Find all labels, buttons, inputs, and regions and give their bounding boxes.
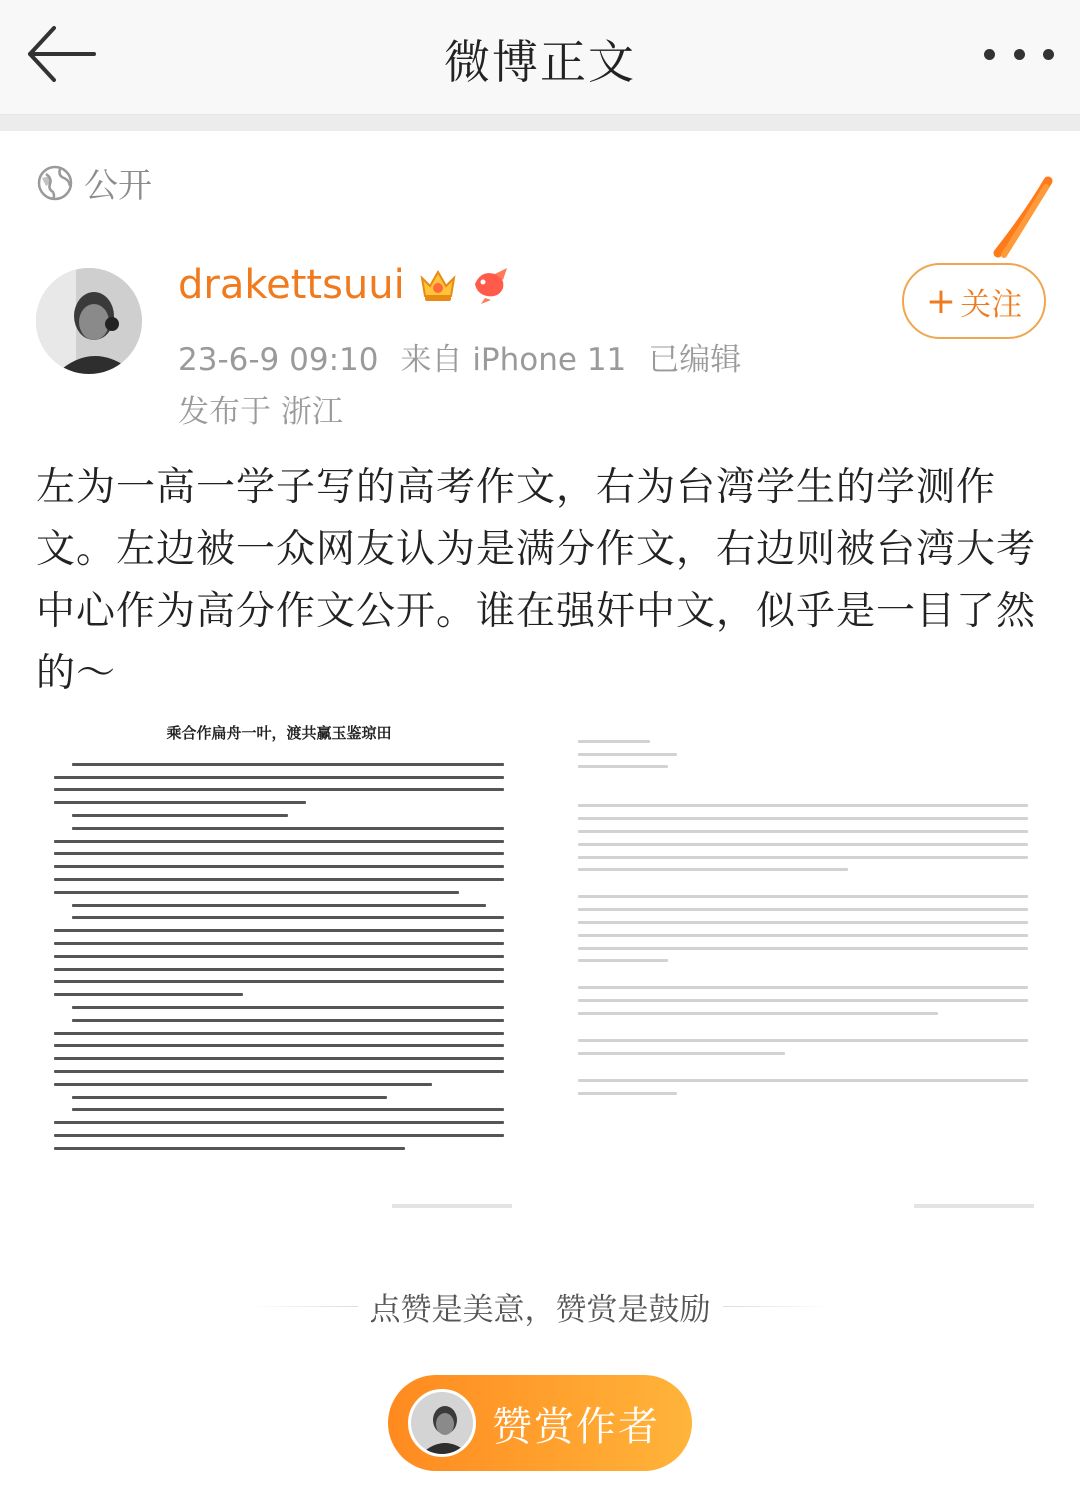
follow-label: 关注 bbox=[960, 286, 1023, 323]
post-date: 23-6-9 09:10 bbox=[178, 342, 379, 378]
vip-crown-icon bbox=[417, 264, 459, 306]
reward-author-avatar bbox=[408, 1389, 476, 1457]
author-username[interactable]: drakettsuui bbox=[178, 262, 405, 308]
post-image-right-essay[interactable] bbox=[560, 712, 1046, 1222]
essay-header-block bbox=[560, 712, 1046, 768]
divider-line bbox=[250, 1306, 358, 1307]
reward-slogan: 点赞是美意，赞赏是鼓励 bbox=[369, 1291, 711, 1328]
more-options-icon[interactable] bbox=[984, 36, 1054, 72]
page-title: 微博正文 bbox=[444, 35, 636, 89]
essay-text-block-right bbox=[560, 804, 1046, 1094]
essay-title: 乘合作扁舟一叶，渡共赢玉鉴琼田 bbox=[166, 724, 392, 742]
reward-slogan-row bbox=[250, 1286, 830, 1326]
image-watermark bbox=[392, 1204, 512, 1208]
author-name-row bbox=[178, 262, 511, 308]
author-avatar[interactable] bbox=[36, 268, 142, 374]
header-divider bbox=[0, 115, 1080, 131]
visibility-indicator bbox=[36, 158, 152, 207]
divider-line bbox=[723, 1306, 831, 1307]
essay-text-block bbox=[34, 743, 524, 1150]
reward-author-button[interactable] bbox=[388, 1375, 692, 1471]
reward-button-label: 赞赏作者 bbox=[492, 1403, 660, 1450]
plus-icon: + bbox=[925, 280, 957, 322]
globe-icon bbox=[36, 164, 74, 202]
orange-scribble-mark bbox=[988, 175, 1058, 265]
post-meta bbox=[178, 334, 763, 379]
follow-button[interactable] bbox=[902, 263, 1046, 339]
visibility-label: 公开 bbox=[84, 166, 152, 206]
post-source: 来自 iPhone 11 bbox=[400, 342, 627, 378]
post-image-left-essay[interactable] bbox=[34, 710, 524, 1222]
koi-fish-badge-icon bbox=[467, 264, 511, 306]
image-watermark bbox=[914, 1204, 1034, 1208]
edited-label: 已编辑 bbox=[648, 342, 742, 378]
post-body-text: 左为一高一学子写的高考作文，右为台湾学生的学测作文。左边被一众网友认为是满分作文，右边则被台湾大考中心作为高分作文公开。谁在强奸中文，似乎是一目了然的～ bbox=[36, 465, 1037, 696]
top-nav-bar bbox=[0, 0, 1080, 115]
post-location: 发布于 浙江 bbox=[178, 394, 343, 430]
